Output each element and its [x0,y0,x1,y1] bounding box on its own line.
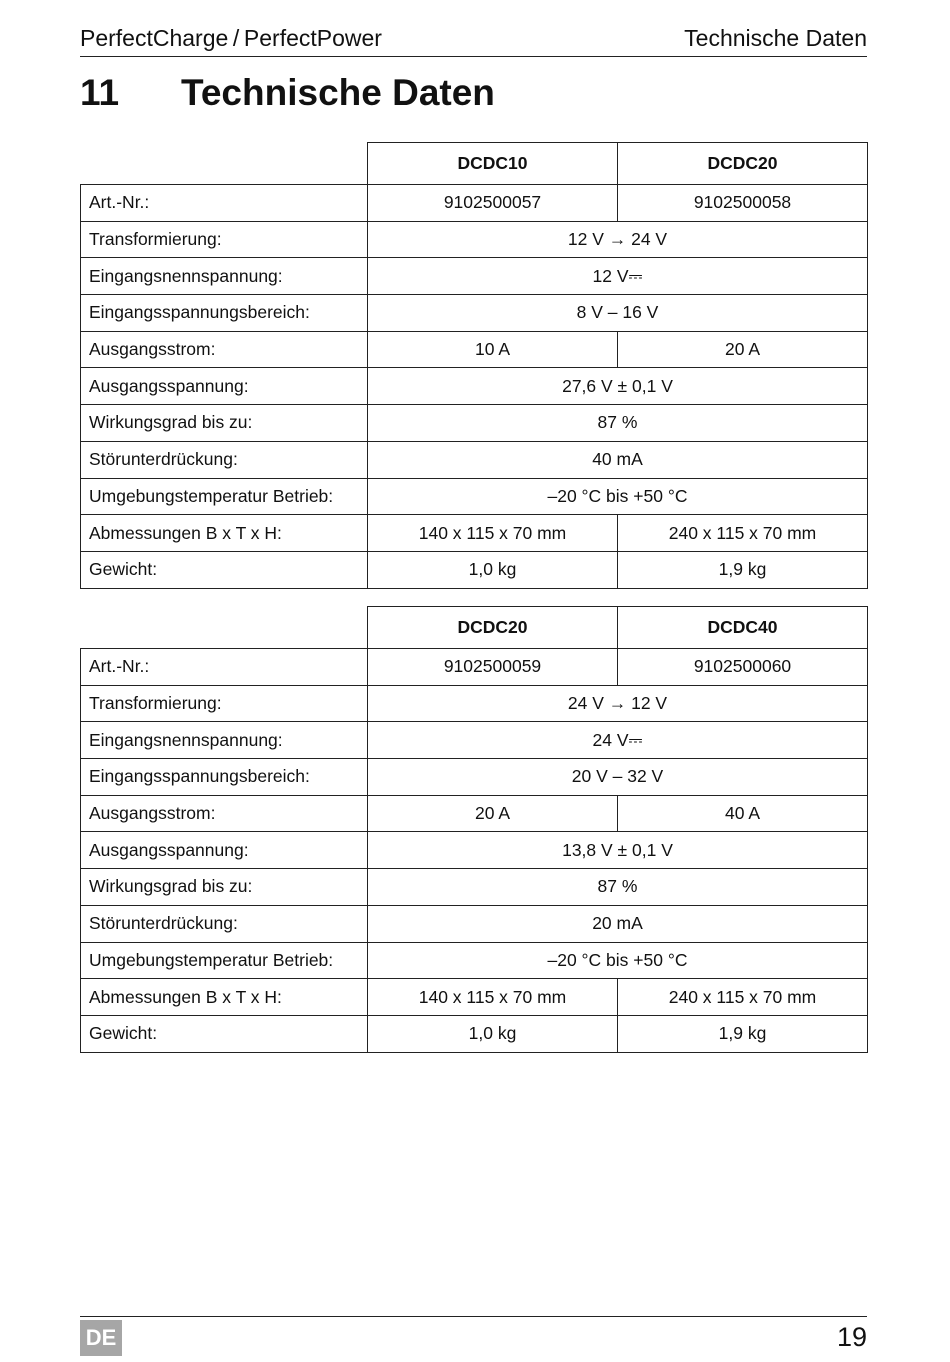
table-row [81,331,868,368]
table-row [81,869,868,906]
row-label: Eingangsnennspannung: [81,258,368,295]
row-value: 40 A [618,795,868,832]
row-label: Wirkungsgrad bis zu: [81,405,368,442]
row-value: 140 x 115 x 70 mm [368,515,618,552]
row-label: Transformierung: [81,221,368,258]
row-value: 87 % [368,869,868,906]
table-row [81,441,868,478]
table-row [81,405,868,442]
row-label: Ausgangsspannung: [81,832,368,869]
chapter-heading [80,70,495,116]
row-value: 9102500058 [618,185,868,222]
table-row [81,905,868,942]
header-empty-cell [81,143,368,185]
row-label: Wirkungsgrad bis zu: [81,869,368,906]
table-row [81,832,868,869]
row-value: 87 % [368,405,868,442]
column-header: DCDC20 [368,607,618,649]
table-row [81,368,868,405]
row-value: 1,0 kg [368,551,618,588]
page-number: 19 [836,1322,867,1352]
spec-table-24v [80,606,868,1053]
row-label: Art.-Nr.: [81,185,368,222]
row-value: 24 V⎓ [368,722,868,759]
header-empty-cell [81,607,368,649]
table-row [81,722,868,759]
row-value: –20 °C bis +50 °C [368,478,868,515]
table-header-row [81,143,868,185]
table-row [81,515,868,552]
row-value: 1,9 kg [618,1015,868,1052]
row-label: Gewicht: [81,551,368,588]
row-value: 240 x 115 x 70 mm [618,515,868,552]
spec-table-12v [80,142,868,589]
row-value: 9102500059 [368,649,618,686]
row-value: 1,9 kg [618,551,868,588]
table-row [81,258,868,295]
table-row [81,551,868,588]
table-row [81,1015,868,1052]
row-label: Eingangsnennspannung: [81,722,368,759]
row-value: 9102500060 [618,649,868,686]
row-value: 9102500057 [368,185,618,222]
column-header: DCDC10 [368,143,618,185]
table-row [81,795,868,832]
language-badge: DE [80,1320,122,1356]
row-label: Ausgangsspannung: [81,368,368,405]
table-row [81,942,868,979]
header-section-name: Technische Daten [684,25,867,51]
row-label: Umgebungstemperatur Betrieb: [81,942,368,979]
table-row [81,979,868,1016]
row-value: 20 A [368,795,618,832]
header-product-name: PerfectCharge / PerfectPower [80,25,382,51]
column-header: DCDC20 [618,143,868,185]
row-label: Störunterdrückung: [81,905,368,942]
row-value: 27,6 V ± 0,1 V [368,368,868,405]
row-value: 12 V⎓ [368,258,868,295]
column-header: DCDC40 [618,607,868,649]
table-header-row [81,607,868,649]
row-label: Ausgangsstrom: [81,795,368,832]
row-value: 12 V → 24 V [368,221,868,258]
row-value: 20 mA [368,905,868,942]
table-row [81,295,868,332]
row-label: Eingangsspannungsbereich: [81,759,368,796]
row-label: Abmessungen B x T x H: [81,979,368,1016]
row-label: Art.-Nr.: [81,649,368,686]
row-label: Umgebungstemperatur Betrieb: [81,478,368,515]
row-value: 20 A [618,331,868,368]
row-label: Eingangsspannungsbereich: [81,295,368,332]
table-row [81,649,868,686]
chapter-title: Technische Daten [181,72,495,113]
table-row [81,221,868,258]
table-row [81,685,868,722]
row-label: Störunterdrückung: [81,441,368,478]
row-value: 240 x 115 x 70 mm [618,979,868,1016]
table-row [81,185,868,222]
row-value: 40 mA [368,441,868,478]
row-label: Transformierung: [81,685,368,722]
row-value: 10 A [368,331,618,368]
row-value: 8 V – 16 V [368,295,868,332]
row-label: Gewicht: [81,1015,368,1052]
row-value: 1,0 kg [368,1015,618,1052]
row-label: Ausgangsstrom: [81,331,368,368]
table-row [81,478,868,515]
row-label: Abmessungen B x T x H: [81,515,368,552]
row-value: 20 V – 32 V [368,759,868,796]
running-header [80,24,867,57]
row-value: 140 x 115 x 70 mm [368,979,618,1016]
table-row [81,759,868,796]
row-value: –20 °C bis +50 °C [368,942,868,979]
row-value: 24 V → 12 V [368,685,868,722]
footer-rule [80,1316,867,1317]
chapter-number: 11 [80,72,120,113]
row-value: 13,8 V ± 0,1 V [368,832,868,869]
